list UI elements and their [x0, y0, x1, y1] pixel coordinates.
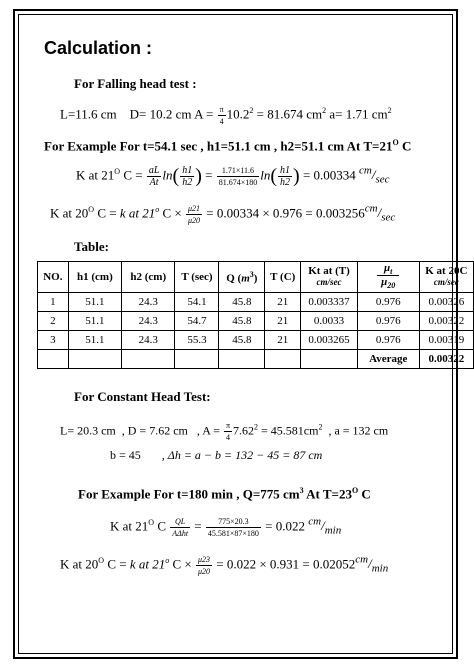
ck20-k: k at 21	[129, 556, 166, 572]
ck21-prefix: K at 21	[110, 518, 149, 534]
constant-dimensions	[60, 420, 388, 443]
k20-result: = 0.00334 × 0.976 = 0.003256	[206, 205, 365, 221]
k21-frac-h1-h2: $\frac{h1}{h2}$	[182, 165, 193, 188]
k20-mu-frac: $\frac{\mu 21}{\mu 20}$	[187, 204, 200, 225]
constant-D: , D = 7.62 cm	[121, 423, 188, 438]
cell: 54.7	[175, 312, 219, 331]
constant-k20-equation	[60, 554, 388, 577]
constant-A-eq-exp: 2	[318, 422, 323, 432]
ck21-unit: $^{cm}/_{min}$	[308, 516, 342, 538]
k21-c: C =	[120, 167, 143, 183]
constant-A-rest: 7.62	[233, 423, 255, 438]
ck20-unit: $^{cm}/_{min}$	[355, 554, 389, 576]
cell: 1	[38, 293, 69, 312]
falling-k20-equation	[50, 203, 395, 226]
ck21-eq: =	[194, 518, 202, 534]
constant-k21-equation	[110, 516, 341, 539]
falling-k21-equation: K at $21^O$ C = $\frac{aL}{At}$ ln( $\frac{h1}{h2}$ ) = $\frac{1.71\times 11.6}{81.674\times 180}$ ln( $\frac{h1}{h2}$ ) = 0.00334 $^{cm}/_{sec}$	[76, 165, 390, 188]
cell: 21	[265, 331, 301, 350]
k21-sup: O	[114, 167, 121, 177]
calculation-heading: Calculation :	[44, 38, 153, 58]
falling-A-eq-exp: 2	[322, 106, 327, 116]
ck21-c: C	[154, 518, 166, 534]
table-label: Table:	[74, 239, 109, 254]
col-q: Q $(m^3)$	[219, 262, 265, 293]
constant-example-text: For Example For t=180 min , Q=775 cm	[78, 486, 300, 502]
ck20-mu-frac: $\frac{\mu 23}{\mu 20}$	[197, 555, 210, 576]
k20-prefix: K at 20	[50, 205, 89, 221]
k21-prefix: K at 21	[76, 167, 115, 183]
falling-head-label: For Falling head test :	[74, 76, 197, 91]
cell: 24.3	[122, 312, 175, 331]
cell-empty	[301, 350, 357, 369]
col-tc: T (C)	[265, 262, 301, 293]
constant-a: , a = 132 cm	[328, 423, 389, 438]
k20-unit: $^{cm}/_{sec}$	[364, 203, 396, 225]
col-k20: K at 20C cm/sec	[419, 262, 473, 293]
ck21-sup: O	[148, 518, 155, 528]
col-mu: $\mu_t$ $\mu_{20}$	[357, 262, 419, 293]
falling-dimensions	[60, 104, 392, 127]
col-no: NO.	[38, 262, 69, 293]
ck20-k-c: C ×	[169, 556, 192, 572]
constant-example-c: C	[358, 486, 371, 502]
cell: 0.976	[357, 331, 419, 350]
k20-k: k at 21	[119, 205, 156, 221]
constant-A-prefix: , A =	[196, 423, 220, 438]
table-row	[38, 293, 474, 312]
cell: 51.1	[68, 312, 121, 331]
ck20-c: C =	[104, 556, 127, 572]
cell: 0.976	[357, 312, 419, 331]
cell: 51.1	[68, 331, 121, 350]
cell-empty	[68, 350, 121, 369]
cell: 51.1	[68, 293, 121, 312]
ck21-result: = 0.022	[265, 518, 306, 534]
cell: 0.003265	[301, 331, 357, 350]
table-row	[38, 331, 474, 350]
cell-empty	[38, 350, 69, 369]
ck20-k-sup: o	[165, 556, 170, 566]
cell: 0.976	[357, 293, 419, 312]
constant-A-exp: 2	[254, 422, 259, 432]
cell: 3	[38, 331, 69, 350]
k21-ln: ln	[162, 167, 173, 183]
k20-c: C =	[94, 205, 117, 221]
constant-example	[78, 486, 371, 502]
table-average-row	[38, 350, 474, 369]
cell: 24.3	[122, 331, 175, 350]
cell: 55.3	[175, 331, 219, 350]
ck21-frac-numbers: $\frac{775\times 20.3}{45.581\times 87\times 180}$	[207, 517, 259, 538]
constant-example-sup: O	[351, 486, 359, 495]
constant-example-exp: 3	[299, 486, 304, 495]
constant-b: b = 45	[110, 448, 141, 462]
k20-k-c: C ×	[159, 205, 182, 221]
k21-frac-h1-h2-b: $\frac{h1}{h2}$	[280, 165, 291, 188]
falling-example	[44, 138, 411, 154]
constant-b-dh	[110, 448, 322, 463]
col-h2: h2 (cm)	[122, 262, 175, 293]
falling-A-prefix: A =	[194, 106, 214, 122]
falling-A-rest: 10.2	[226, 106, 250, 122]
k21-unit: $^{cm}/_{sec}$	[359, 165, 390, 187]
k21-eq: =	[205, 167, 213, 183]
col-t: T (sec)	[175, 262, 219, 293]
cell: 21	[265, 312, 301, 331]
falling-a-exp: 2	[387, 106, 392, 116]
cell-empty	[265, 350, 301, 369]
constant-example-tail: At T=23	[303, 486, 352, 502]
col-kt: Kt at (T) cm/sec	[301, 262, 357, 293]
falling-A-exp: 2	[249, 106, 254, 116]
cell: 2	[38, 312, 69, 331]
cell: 0.0033	[301, 312, 357, 331]
k21-ln-2: ln	[260, 167, 271, 183]
cell: 54.1	[175, 293, 219, 312]
constant-L: L= 20.3 cm	[60, 423, 116, 438]
average-label: Average	[357, 350, 419, 369]
falling-example-sup: O	[392, 138, 399, 147]
k20-k-sup: o	[155, 205, 160, 215]
falling-L: L=11.6 cm	[60, 106, 117, 122]
falling-pi-over-4: $\frac{\pi}{4}$	[219, 105, 224, 126]
constant-A-eq: = 45.581cm	[261, 423, 319, 438]
falling-a: a= 1.71 cm	[329, 106, 388, 122]
falling-example-text: For Example For t=54.1 sec , h1=51.1 cm , h2=51.1 cm At T=21	[44, 138, 393, 154]
cell: 0.00322	[419, 312, 473, 331]
table-header-row	[38, 262, 474, 293]
cell: 45.8	[219, 293, 265, 312]
cell: 24.3	[122, 293, 175, 312]
cell: 45.8	[219, 331, 265, 350]
k21-result: = 0.00334	[302, 167, 356, 183]
k20-sup: O	[88, 205, 95, 215]
cell-empty	[219, 350, 265, 369]
constant-head-label: For Constant Head Test:	[74, 389, 211, 404]
falling-A-eq: = 81.674 cm	[256, 106, 323, 122]
average-value: 0.00322	[419, 350, 473, 369]
col-h1: h1 (cm)	[68, 262, 121, 293]
ck20-sup: O	[98, 556, 105, 566]
falling-example-tail: C	[398, 138, 412, 154]
ck20-prefix: K at 20	[60, 556, 99, 572]
cell-empty	[122, 350, 175, 369]
k21-frac-al-at: $\frac{aL}{At}$	[148, 165, 160, 188]
cell-empty	[175, 350, 219, 369]
table-row	[38, 312, 474, 331]
results-table	[37, 261, 474, 369]
cell: 21	[265, 293, 301, 312]
cell: 0.00326	[419, 293, 473, 312]
falling-D: D= 10.2 cm	[129, 106, 192, 122]
cell: 0.00319	[419, 331, 473, 350]
cell: 45.8	[219, 312, 265, 331]
ck21-frac-ql: $\frac{QL}{\text{AΔht}}$	[172, 517, 189, 538]
ck20-result: = 0.022 × 0.931 = 0.02052	[216, 556, 356, 572]
constant-pi-over-4: $\frac{\pi}{4}$	[225, 421, 231, 442]
k21-frac-numbers: $\frac{1.71\times 11.6}{81.674\times 180}$	[218, 166, 258, 187]
constant-dh: , Δh = a − b = 132 − 45 = 87 cm	[161, 448, 323, 462]
cell: 0.003337	[301, 293, 357, 312]
